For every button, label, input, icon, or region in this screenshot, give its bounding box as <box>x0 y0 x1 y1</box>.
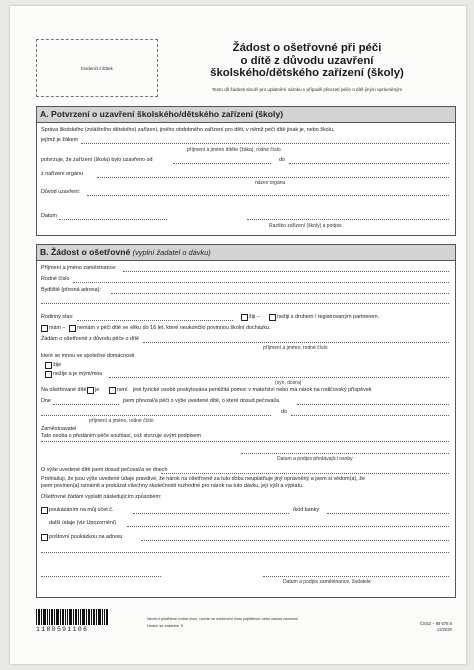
not-lives-with-label: nežije a je mým/mou <box>53 371 103 377</box>
form-title <box>172 42 442 80</box>
closure-confirm-label: potvrzuje, že zařízení (škola) bylo uzavřeno od <box>41 157 153 163</box>
closure-reason-field[interactable] <box>87 195 449 196</box>
care-benefit-label: Na ošetřované dítě <box>41 387 87 393</box>
declaration-line-1: Prohlašuji, že jsou výše uvedené údaje pravdivé, že nárok na ošetřovné za tuto dobu neuplatňuje jiný oprávněný a jsem si vědom(a), že <box>41 476 365 482</box>
care-to-label: do <box>281 409 287 415</box>
closure-reason-label: Důvod uzavření: <box>41 189 81 195</box>
subtitle-line-1: Tento díl žádosti slouží pro uplatnění nároku v případě převzetí péče o dítě jiným oprávněným <box>211 87 403 92</box>
account-number-field[interactable] <box>133 513 289 514</box>
address-field-line-2[interactable] <box>41 303 449 304</box>
barcode-number: 1180591106 <box>36 626 89 633</box>
form-subtitle <box>172 87 442 93</box>
employee-name-field[interactable] <box>123 271 449 272</box>
barcode <box>36 609 108 625</box>
care-to-field[interactable] <box>291 415 449 416</box>
have-child-label: mám – <box>49 325 66 331</box>
form-code-number: ČSSZ – 89 678 5 <box>419 621 452 626</box>
benefit-text: jiné fyzické osobě poskytována peněžitá pomoc v mateřství nebo má nárok na rodičovský příspěvek <box>133 387 372 393</box>
section-a-intro-2: jejímž je žákem <box>41 137 79 143</box>
cared-since-label: O výše uvedené dítě jsem dosud pečoval/a ve dnech <box>41 467 168 473</box>
lives-with-label: žije <box>53 362 62 368</box>
benefit-no-label: není <box>117 387 128 393</box>
school-stamp-signature-field[interactable] <box>247 219 449 220</box>
caption-applicant-signature: Datum a podpis zaměstnance, žadatele <box>283 579 371 585</box>
footnote-1: Nevíš-li přidělene rodné číslo, uvede se evidenční číslo pojištěnce nebo datum narození <box>147 616 299 621</box>
section-a <box>36 106 456 236</box>
bank-code-label: /kód banky <box>293 507 320 513</box>
caption-relation: (syn, dcera) <box>275 380 302 386</box>
applicant-date-field[interactable] <box>41 576 161 577</box>
relation-field[interactable] <box>109 377 449 378</box>
caption-handover-signature: Datum a podpis předávající osoby <box>277 456 353 462</box>
title-line-1: Žádost o ošetřovné při péči <box>232 42 382 54</box>
caption-authority-name: název orgánu <box>255 180 286 186</box>
form-page <box>10 6 466 664</box>
care-request-label: Žádám o ošetřovné z důvodu péče o dítě <box>41 336 139 342</box>
bank-code-field[interactable] <box>327 513 449 514</box>
caption-child-name-birth: příjmení a jméno, rodné číslo <box>263 345 328 351</box>
child-school-field[interactable] <box>81 143 449 144</box>
title-line-2: o dítě z důvodu uzavření <box>240 54 374 67</box>
no-child-checkbox[interactable] <box>69 325 76 332</box>
pay-postal-label: poštovní poukázkou na adresu <box>49 534 123 540</box>
cared-days-field[interactable] <box>161 473 449 474</box>
address-label: Bydliště (přesná adresa): <box>41 287 101 293</box>
lives-with-checkbox[interactable] <box>45 362 52 369</box>
handover-date-field[interactable] <box>53 404 119 405</box>
pay-account-checkbox[interactable] <box>41 507 48 514</box>
took-over-label: jsem převzal/a péči o výše uvedené dítě, o které dosud pečoval/a <box>123 398 280 404</box>
order-authority-label: z nařízení orgánu <box>41 171 83 177</box>
employer-label: Zaměstnavatel <box>41 426 77 432</box>
closed-to-field[interactable] <box>289 163 449 164</box>
caption-child-name: příjmení a jméno dítěte (žáka), rodné číslo <box>187 147 281 153</box>
title-line-3: školského/dětského zařízení (školy) <box>210 67 404 80</box>
registration-label-box <box>36 39 158 97</box>
consent-label: Tato osoba s předáním péče souhlasí, což stvrzuje svým podpisem <box>41 433 201 439</box>
caption-name-birth: příjmení a jméno, rodné číslo <box>89 418 154 424</box>
section-a-heading: A. Potvrzení o uzavření školského/dětského zařízení (školy) <box>37 107 455 123</box>
lives-alone-checkbox[interactable] <box>241 314 248 321</box>
marital-status-label: Rodinný stav: <box>41 314 74 320</box>
employer-field[interactable] <box>41 441 449 442</box>
section-b-note: (vyplní žadatel o dávku) <box>132 248 211 257</box>
closed-to-label: do <box>279 157 285 163</box>
pay-account-label: poukázáním na můj účet č. <box>49 507 114 513</box>
other-info-field[interactable] <box>127 526 449 527</box>
section-a-intro-1: Správa školského (zvláštního dětského) zařízení, jiného obdobného zařízení pro děti, v němž pečí dítě jinak je, nebo školu, <box>41 127 335 133</box>
payment-method-label: Ošetřovné žádám vyplatit následujícím způsobem: <box>41 494 162 500</box>
previous-carer-name-field[interactable] <box>41 415 271 416</box>
applicant-signature-field[interactable] <box>263 576 449 577</box>
order-authority-field[interactable] <box>97 177 449 178</box>
not-lives-with-checkbox[interactable] <box>45 371 52 378</box>
section-a-date-label: Datum <box>41 213 57 219</box>
lives-partner-label: nežiji s druhem / registrovaným partnerem. <box>277 314 380 320</box>
no-child-label: nemám v péči dítě ve věku do 16 let, které neukončilo povinnou školní docházku. <box>77 325 271 331</box>
lives-partner-checkbox[interactable] <box>269 314 276 321</box>
birth-number-field[interactable] <box>73 282 449 283</box>
postal-address-field-2[interactable] <box>41 552 449 553</box>
lives-alone-label: žiji – <box>249 314 260 320</box>
care-child-field[interactable] <box>143 342 449 343</box>
caption-stamp-signature: Razítko zařízení (školy) a podpis <box>269 223 342 229</box>
footnote-2: Hodící se zaškrtne ✕ <box>147 623 184 628</box>
pay-postal-checkbox[interactable] <box>41 534 48 541</box>
closed-from-field[interactable] <box>173 163 271 164</box>
previous-carer-field[interactable] <box>297 404 449 405</box>
section-a-date-field[interactable] <box>59 219 167 220</box>
household-label: které se mnou ve společné domácnosti <box>41 353 135 359</box>
marital-status-field[interactable] <box>77 320 233 321</box>
section-b-heading <box>37 245 455 261</box>
benefit-yes-label: je <box>95 387 100 393</box>
employee-name-label: Příjmení a jméno zaměstnance: <box>41 265 117 271</box>
benefit-no-checkbox[interactable] <box>109 387 116 394</box>
handover-signature-field[interactable] <box>241 453 449 454</box>
other-info-label: další údaje (viz Upozornění) <box>49 520 117 526</box>
benefit-yes-checkbox[interactable] <box>87 387 94 394</box>
section-b-title: B. Žádost o ošetřovné <box>40 247 131 257</box>
day-label: Dne <box>41 398 51 404</box>
registration-label-text: Evidenční štítek <box>81 66 113 71</box>
form-code-date: 12/2020 <box>436 627 452 632</box>
postal-address-field[interactable] <box>141 540 449 541</box>
address-field[interactable] <box>111 293 449 294</box>
section-b <box>36 244 456 598</box>
declaration-line-2: jsem povinen(a) oznámit a prokázat všechny skutečnosti rozhodné pro nárok na tuto dávku, její výši a výplatu. <box>41 483 304 489</box>
form-code <box>420 621 452 633</box>
birth-number-label: Rodné číslo <box>41 276 70 282</box>
have-child-checkbox[interactable] <box>41 325 48 332</box>
